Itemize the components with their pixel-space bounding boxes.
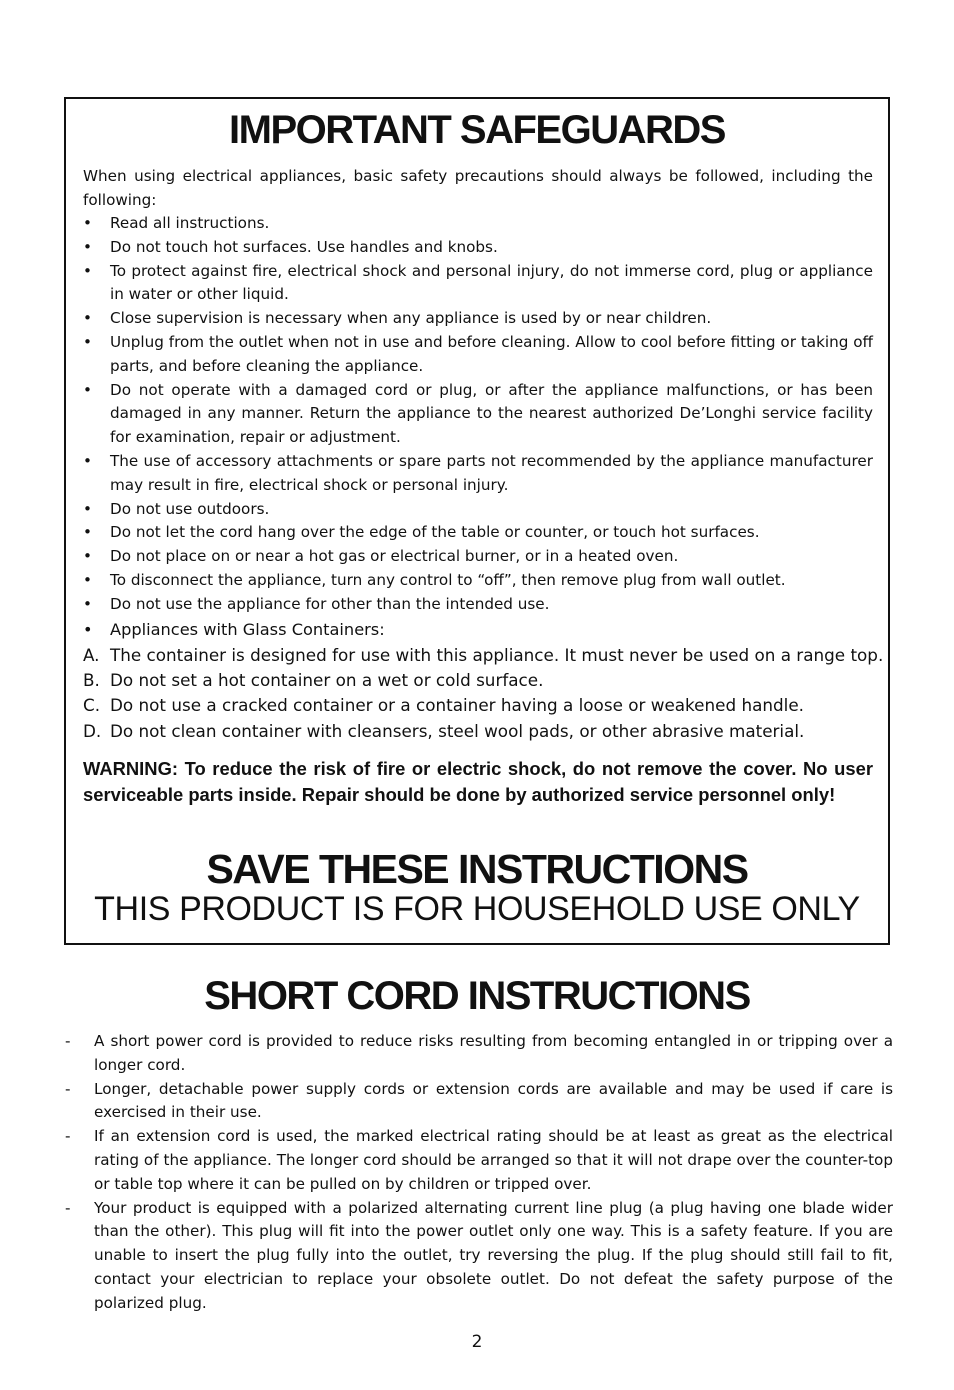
short-cord-list (65, 1030, 893, 1316)
glass-containers-heading: • Appliances with Glass Containers: (83, 620, 385, 639)
list-item: - Longer, detachable power supply cords or extension cords are available and may be used if care is exercised in their use. (65, 1079, 893, 1122)
household-use-notice: THIS PRODUCT IS FOR HOUSEHOLD USE ONLY (94, 890, 860, 928)
list-item: • Do not place on or near a hot gas or electrical burner, or in a heated oven. (83, 547, 679, 566)
list-item: • Do not use the appliance for other than the intended use. (83, 594, 550, 613)
list-item: - Your product is equipped with a polarized alternating current line plug (a plug having one blade wider than the other). This plug will fit into the power outlet only one way. This is a safety feature. If you are unable to insert the plug fully into the outlet, try reversing the plug. If the plug should still fail to fit, contact your electrician to replace your obsolete outlet. Do not defeat the safety purpose of the polarized plug. (65, 1198, 893, 1312)
safeguards-list (83, 212, 873, 617)
list-item: • Do not let the cord hang over the edge of the table or counter, or touch hot surfaces. (83, 523, 760, 542)
list-item: • The use of accessory attachments or spare parts not recommended by the appliance manufacturer may result in fire, electrical shock or personal injury. (83, 451, 873, 494)
safeguards-intro: When using electrical appliances, basic safety precautions should always be followed, including the following: (83, 167, 873, 209)
list-item: C. Do not use a cracked container or a container having a loose or weakened handle. (83, 695, 804, 716)
warning-text: WARNING: To reduce the risk of fire or electric shock, do not remove the cover. No user serviceable parts inside. Repair should be done by authorized service personnel only! (83, 758, 873, 806)
page-number: 2 (471, 1332, 483, 1352)
list-item: A. The container is designed for use with this appliance. It must never be used on a range top. (83, 645, 884, 665)
list-item: • Do not touch hot surfaces. Use handles and knobs. (83, 237, 498, 256)
list-item: - A short power cord is provided to reduce risks resulting from becoming entangled in or tripping over a longer cord. (65, 1032, 893, 1074)
list-item: • Do not operate with a damaged cord or plug, or after the appliance malfunctions, or has been damaged in any manner. Return the appliance to the nearest authorized De’Longhi service facility for examination, repair or adjustment. (83, 380, 873, 447)
list-item: • To protect against fire, electrical shock and personal injury, do not immerse cord, plug or appliance in water or other liquid. (83, 261, 873, 304)
save-instructions-title: SAVE THESE INSTRUCTIONS (206, 846, 748, 892)
glass-containers-list (83, 643, 884, 744)
list-item: B. Do not set a hot container on a wet or cold surface. (83, 670, 544, 691)
list-item: • Close supervision is necessary when any appliance is used by or near children. (83, 309, 712, 328)
list-item: - If an extension cord is used, the marked electrical rating should be at least as great as the electrical rating of the appliance. The longer cord should be arranged so that it will not drape over the counter-top or table top where it can be pulled on by children or tripped over. (65, 1127, 893, 1193)
list-item: • Do not use outdoors. (83, 499, 270, 518)
safeguards-title: IMPORTANT SAFEGUARDS (229, 108, 725, 152)
short-cord-title: SHORT CORD INSTRUCTIONS (204, 974, 750, 1018)
list-item: • Unplug from the outlet when not in use and before cleaning. Allow to cool before fitting or taking off parts, and before cleaning the appliance. (83, 332, 873, 375)
list-item: • To disconnect the appliance, turn any control to “off”, then remove plug from wall outlet. (83, 570, 786, 589)
list-item: D. Do not clean container with cleansers, steel wool pads, or other abrasive material. (83, 720, 805, 741)
list-item: • Read all instructions. (83, 214, 270, 232)
